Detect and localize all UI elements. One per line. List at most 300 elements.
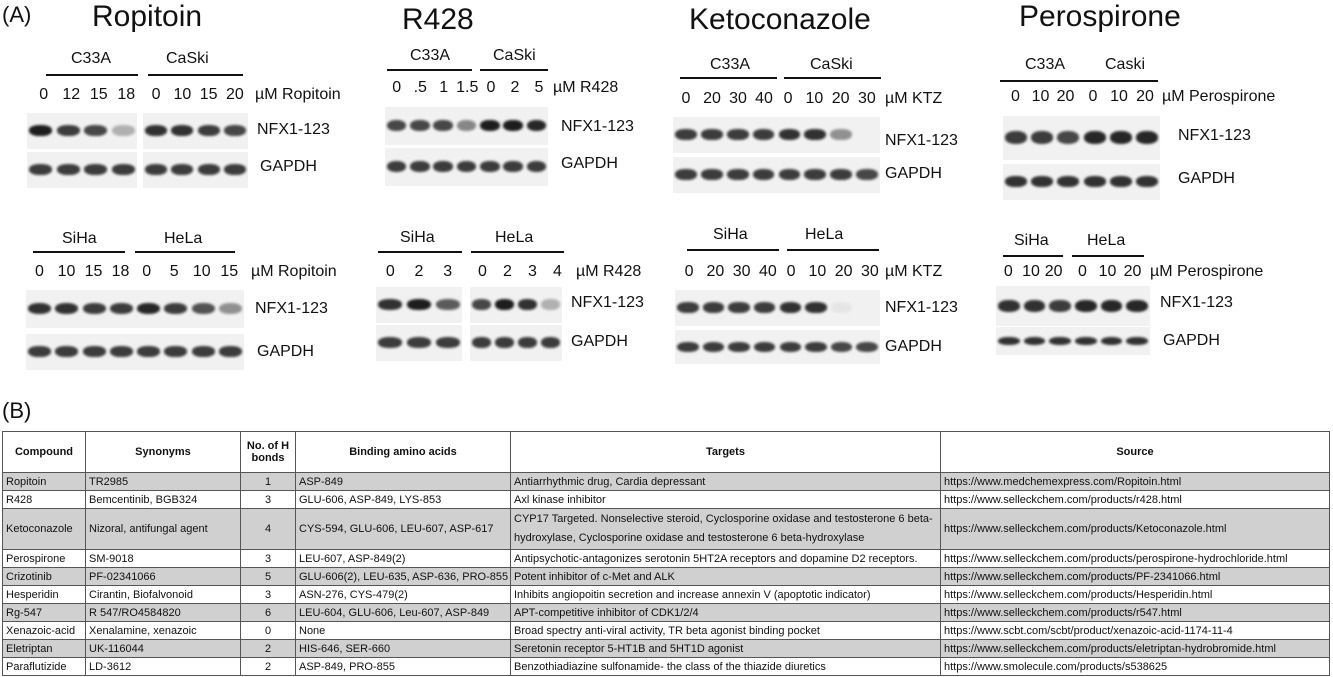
blot-band bbox=[224, 125, 246, 136]
cell-binding: None bbox=[296, 622, 511, 640]
blot-band bbox=[1057, 131, 1079, 144]
cell-line-bar bbox=[680, 77, 777, 79]
dose-label: 20 bbox=[831, 90, 850, 107]
blot-band bbox=[171, 164, 193, 175]
table-row bbox=[3, 586, 1330, 604]
cell-targets: Broad spectry anti-viral activity, TR beta agonist binding pocket bbox=[511, 622, 941, 640]
cell-synonyms: LD-3612 bbox=[86, 658, 241, 676]
compound-table bbox=[2, 431, 1330, 676]
blot-band bbox=[192, 346, 215, 357]
dose-label: 30 bbox=[732, 263, 751, 280]
dose-label: 0 bbox=[142, 263, 152, 280]
cell-compound: Perospirone bbox=[3, 550, 86, 568]
cell-source[interactable]: https://www.smolecule.com/products/s538625 bbox=[941, 658, 1330, 676]
cell-line-bar bbox=[387, 69, 472, 71]
blot-nfx1-hela bbox=[470, 287, 562, 323]
blot-band bbox=[112, 125, 135, 136]
blot-band bbox=[28, 303, 51, 314]
cell-hbonds: 1 bbox=[241, 473, 296, 491]
blot-band bbox=[998, 300, 1020, 312]
label-gapdh: GAPDH bbox=[1163, 332, 1220, 349]
label-gapdh: GAPDH bbox=[257, 343, 314, 360]
cell-source[interactable]: https://www.medchemexpress.com/Ropitoin.html bbox=[941, 473, 1330, 491]
cell-compound: Xenazoic-acid bbox=[3, 622, 86, 640]
blot-gapdh-c33a-caski bbox=[1003, 164, 1160, 200]
blot-band bbox=[1075, 300, 1097, 312]
dose-label: 0 bbox=[684, 263, 694, 280]
panel-b-label: (B) bbox=[2, 398, 32, 423]
cell-line-c33a: C33A bbox=[1025, 56, 1066, 73]
blot-band bbox=[433, 161, 453, 172]
blot-band bbox=[1126, 300, 1148, 312]
dose-label: 20 bbox=[706, 263, 725, 280]
cell-line-bar bbox=[1003, 255, 1063, 257]
cell-source[interactable]: https://www.selleckchem.com/products/Hesperidin.html bbox=[941, 586, 1330, 604]
label-gapdh: GAPDH bbox=[1178, 170, 1235, 187]
blot-band bbox=[472, 299, 491, 310]
blot-band bbox=[541, 299, 560, 310]
cell-line-bar bbox=[687, 249, 779, 251]
cell-line-siha: SiHa bbox=[62, 230, 97, 247]
label-nfx1: NFX1-123 bbox=[571, 294, 644, 311]
dose-label: 3 bbox=[528, 263, 537, 280]
table-row bbox=[3, 473, 1330, 491]
blot-band bbox=[192, 303, 215, 314]
cell-binding: GLU-606, ASP-849, LYS-853 bbox=[296, 491, 511, 509]
blot-band bbox=[701, 129, 723, 140]
dose-label: 0 bbox=[786, 263, 796, 280]
blot-band bbox=[527, 161, 547, 172]
dose-label: 0 bbox=[1003, 263, 1013, 280]
cell-targets: Antipsychotic-antagonizes serotonin 5HT2A receptors and dopamine D2 receptors. bbox=[511, 550, 941, 568]
blot-band bbox=[753, 169, 775, 180]
cell-binding: ASP-849 bbox=[296, 473, 511, 491]
cell-source[interactable]: https://www.selleckchem.com/products/r547.html bbox=[941, 604, 1330, 622]
blot-band bbox=[55, 346, 78, 357]
blot-band bbox=[675, 169, 697, 180]
label-nfx1: NFX1-123 bbox=[257, 121, 330, 138]
blot-band bbox=[145, 164, 167, 175]
blot-band bbox=[703, 342, 725, 352]
cell-line-bar bbox=[1000, 80, 1090, 82]
dose-label: 4 bbox=[553, 263, 562, 280]
cell-source[interactable]: https://www.selleckchem.com/products/perospirone-hydrochloride.html bbox=[941, 550, 1330, 568]
blot-band bbox=[830, 129, 852, 140]
cell-targets: Seretonin receptor 5-HT1B and 5HT1D agonist bbox=[511, 640, 941, 658]
cell-targets: Antiarrhythmic drug, Cardia depressant bbox=[511, 473, 941, 491]
blot-band bbox=[84, 164, 107, 175]
cell-synonyms: SM-9018 bbox=[86, 550, 241, 568]
cell-binding: CYS-594, GLU-606, LEU-607, ASP-617 bbox=[296, 509, 511, 550]
cell-targets: Axl kinase inhibitor bbox=[511, 491, 941, 509]
blot-band bbox=[83, 346, 106, 357]
blot-band bbox=[1084, 131, 1106, 144]
dose-label: 0 bbox=[1088, 88, 1098, 105]
blot-band bbox=[457, 161, 477, 172]
dose-label: 20 bbox=[225, 86, 244, 103]
label-gapdh: GAPDH bbox=[885, 165, 942, 182]
blot-band bbox=[780, 302, 802, 313]
blot-band bbox=[472, 337, 491, 348]
dose-unit: µM Ropitoin bbox=[251, 263, 337, 280]
cell-line-caski: CaSki bbox=[493, 47, 536, 64]
label-nfx1: NFX1-123 bbox=[1160, 294, 1233, 311]
blot-band bbox=[57, 125, 80, 136]
dose-label: 10 bbox=[192, 263, 211, 280]
dose-label: 0 bbox=[478, 263, 487, 280]
cell-binding: ASN-276, CYS-479(2) bbox=[296, 586, 511, 604]
cell-synonyms: Cirantin, Biofalvonoid bbox=[86, 586, 241, 604]
dose-label: 1 bbox=[439, 79, 449, 96]
cell-hbonds: 2 bbox=[241, 640, 296, 658]
dose-unit: µM R428 bbox=[553, 79, 619, 96]
header-compound: Compound bbox=[3, 432, 86, 473]
blot-band bbox=[1126, 337, 1148, 345]
blot-band bbox=[387, 161, 407, 172]
blot-band bbox=[29, 125, 52, 136]
blot-band bbox=[436, 337, 460, 348]
dose-label: 12 bbox=[62, 86, 81, 103]
cell-line-bar bbox=[1088, 80, 1158, 82]
cell-hbonds: 0 bbox=[241, 622, 296, 640]
dose-label: 10 bbox=[1098, 263, 1117, 280]
cell-synonyms: R 547/RO4584820 bbox=[86, 604, 241, 622]
cell-hbonds: 5 bbox=[241, 568, 296, 586]
cell-line-siha: SiHa bbox=[400, 229, 435, 246]
blot-band bbox=[518, 337, 537, 348]
dose-label: 40 bbox=[758, 263, 777, 280]
header-hbonds: No. of H bonds bbox=[241, 432, 296, 473]
blot-band bbox=[433, 120, 453, 131]
blot-band bbox=[219, 346, 242, 357]
blot-band bbox=[1005, 131, 1027, 144]
cell-targets: APT-competitive inhibitor of CDK1/2/4 bbox=[511, 604, 941, 622]
dose-unit: µM KTZ bbox=[885, 90, 943, 107]
blot-band bbox=[1110, 176, 1132, 187]
cell-binding: LEU-604, GLU-606, Leu-607, ASP-849 bbox=[296, 604, 511, 622]
cell-compound: Eletriptan bbox=[3, 640, 86, 658]
blot-band bbox=[727, 129, 749, 140]
table-row bbox=[3, 604, 1330, 622]
blot-nfx1-c33a bbox=[27, 113, 137, 149]
cell-hbonds: 2 bbox=[241, 658, 296, 676]
dose-label: 10 bbox=[805, 90, 824, 107]
cell-line-bar bbox=[33, 251, 125, 253]
label-gapdh: GAPDH bbox=[571, 333, 628, 350]
cell-line-hela: HeLa bbox=[805, 226, 844, 243]
dose-unit: µM Perospirone bbox=[1150, 263, 1264, 280]
blot-band bbox=[503, 120, 523, 131]
title-ropitoin: Ropitoin bbox=[92, 0, 203, 33]
cell-binding: LEU-607, ASP-849(2) bbox=[296, 550, 511, 568]
blot-band bbox=[1049, 300, 1071, 312]
cell-line-bar bbox=[471, 251, 564, 253]
blot-band bbox=[495, 299, 514, 310]
dose-label: 18 bbox=[117, 86, 136, 103]
blot-band bbox=[831, 302, 853, 313]
table-row bbox=[3, 550, 1330, 568]
cell-line-bar bbox=[135, 251, 235, 253]
dose-unit: µM KTZ bbox=[885, 263, 943, 280]
blot-band bbox=[57, 164, 80, 175]
dose-label: 0 bbox=[392, 79, 402, 96]
blot-band bbox=[1049, 337, 1071, 345]
cell-compound: Ketoconazole bbox=[3, 509, 86, 550]
dose-label: 0 bbox=[151, 86, 161, 103]
blot-band bbox=[1005, 176, 1027, 187]
label-gapdh: GAPDH bbox=[561, 155, 618, 172]
cell-line-c33a: C33A bbox=[410, 47, 451, 64]
blot-band bbox=[28, 346, 51, 357]
cell-line-caski: CaSki bbox=[166, 50, 209, 67]
cell-line-caski: Caski bbox=[1105, 56, 1146, 73]
blot-nfx1-c33a-caski bbox=[385, 107, 548, 145]
blot-band bbox=[29, 164, 52, 175]
blot-band bbox=[198, 125, 220, 136]
blot-band bbox=[675, 129, 697, 140]
dose-row-hela bbox=[1070, 263, 1145, 283]
dose-label: 10 bbox=[808, 263, 827, 280]
cell-hbonds: 3 bbox=[241, 491, 296, 509]
blot-gapdh-c33a-caski bbox=[385, 148, 548, 186]
dose-label: 20 bbox=[834, 263, 853, 280]
cell-binding: ASP-849, PRO-855 bbox=[296, 658, 511, 676]
title-ketoconazole: Ketoconazole bbox=[689, 3, 871, 36]
blot-gapdh-hela bbox=[470, 325, 562, 361]
dose-unit: µM Ropitoin bbox=[255, 86, 341, 103]
table-row bbox=[3, 491, 1330, 509]
blot-band bbox=[410, 120, 430, 131]
cell-line-bar bbox=[46, 74, 138, 76]
dose-label: 2 bbox=[503, 263, 512, 280]
dose-label: 10 bbox=[1022, 263, 1040, 280]
blot-band bbox=[55, 303, 78, 314]
cell-synonyms: Bemcentinib, BGB324 bbox=[86, 491, 241, 509]
blot-band bbox=[1084, 176, 1106, 187]
panel-a-label: (A) bbox=[2, 2, 32, 27]
blot-band bbox=[457, 120, 477, 131]
blot-band bbox=[110, 346, 133, 357]
dose-label: 30 bbox=[857, 90, 876, 107]
dose-row-siha bbox=[997, 263, 1065, 283]
table-row bbox=[3, 568, 1330, 586]
cell-compound: Crizotinib bbox=[3, 568, 86, 586]
dose-row-caski bbox=[479, 79, 551, 99]
dose-row-hela bbox=[133, 263, 243, 283]
blot-gapdh-siha-hela bbox=[26, 334, 244, 370]
dose-row-caski bbox=[1080, 88, 1158, 108]
blot-gapdh-siha-hela bbox=[675, 330, 880, 364]
dose-label: 3 bbox=[443, 263, 453, 280]
cell-line-bar bbox=[787, 249, 879, 251]
dose-label: 40 bbox=[755, 90, 773, 107]
blot-band bbox=[137, 303, 160, 314]
dose-label: 15 bbox=[84, 263, 103, 280]
dose-row-hela bbox=[778, 263, 883, 283]
cell-line-siha: SiHa bbox=[713, 226, 748, 243]
blot-band bbox=[856, 342, 878, 352]
blot-band bbox=[480, 161, 500, 172]
dose-row-siha bbox=[676, 263, 781, 283]
dose-label: 15 bbox=[220, 263, 239, 280]
blot-band bbox=[728, 302, 750, 313]
dose-label: 5 bbox=[534, 79, 544, 96]
cell-line-c33a: C33A bbox=[71, 50, 112, 67]
blot-band bbox=[410, 161, 430, 172]
blot-band bbox=[779, 129, 801, 140]
cell-line-hela: HeLa bbox=[164, 230, 203, 247]
blot-band bbox=[805, 302, 827, 313]
blot-band bbox=[495, 337, 514, 348]
label-nfx1: NFX1-123 bbox=[561, 118, 634, 135]
blot-band bbox=[164, 346, 187, 357]
blot-band bbox=[518, 299, 537, 310]
dose-row-c33a bbox=[673, 90, 777, 110]
label-nfx1: NFX1-123 bbox=[885, 299, 958, 316]
cell-compound: R428 bbox=[3, 491, 86, 509]
blot-band bbox=[1136, 131, 1158, 144]
dose-label: 0 bbox=[35, 263, 44, 280]
cell-line-hela: HeLa bbox=[495, 229, 534, 246]
blot-band bbox=[728, 342, 750, 352]
cell-targets: Potent inhibitor of c-Met and ALK bbox=[511, 568, 941, 586]
blot-band bbox=[219, 303, 242, 314]
blot-band bbox=[1136, 176, 1158, 187]
label-gapdh: GAPDH bbox=[885, 338, 942, 355]
blot-band bbox=[541, 337, 560, 348]
cell-synonyms: PF-02341066 bbox=[86, 568, 241, 586]
cell-source[interactable]: https://www.selleckchem.com/products/PF-2341066.html bbox=[941, 568, 1330, 586]
cell-line-bar bbox=[148, 74, 243, 76]
blot-band bbox=[1031, 176, 1053, 187]
dose-label: 0 bbox=[385, 263, 395, 280]
blot-band bbox=[805, 342, 827, 352]
cell-source[interactable]: https://www.scbt.com/scbt/product/xenazoic-acid-1174-11-4 bbox=[941, 622, 1330, 640]
header-targets: Targets bbox=[511, 432, 941, 473]
blot-nfx1-c33a-caski bbox=[673, 117, 880, 153]
blot-band bbox=[677, 302, 699, 313]
dose-label: 10 bbox=[1031, 88, 1050, 105]
dose-row-hela bbox=[470, 263, 570, 283]
cell-compound: Ropitoin bbox=[3, 473, 86, 491]
dose-row-caski bbox=[143, 86, 248, 106]
header-source: Source bbox=[941, 432, 1330, 473]
blot-band bbox=[164, 303, 187, 314]
dose-label: 20 bbox=[1123, 263, 1142, 280]
cell-binding: HIS-646, SER-660 bbox=[296, 640, 511, 658]
cell-source[interactable]: https://www.selleckchem.com/products/r428.html bbox=[941, 491, 1330, 509]
table-header-row bbox=[3, 432, 1330, 473]
table-row bbox=[3, 658, 1330, 676]
dose-label: 20 bbox=[1056, 88, 1075, 105]
blot-band bbox=[137, 346, 160, 357]
dose-label: 5 bbox=[169, 263, 179, 280]
dose-label: 0 bbox=[486, 79, 496, 96]
blot-band bbox=[1101, 300, 1123, 312]
blot-nfx1-caski bbox=[143, 113, 248, 149]
table-row bbox=[3, 622, 1330, 640]
dose-label: 0 bbox=[681, 90, 691, 107]
dose-row-siha bbox=[376, 263, 462, 283]
dose-label: 20 bbox=[1136, 88, 1154, 105]
blot-band bbox=[754, 302, 776, 313]
blot-nfx1-siha bbox=[376, 287, 462, 323]
cell-synonyms: Xenalamine, xenazoic bbox=[86, 622, 241, 640]
dose-label: 20 bbox=[1044, 263, 1063, 280]
dose-label: 0 bbox=[1078, 263, 1087, 280]
blot-band bbox=[171, 125, 193, 136]
blot-band bbox=[1110, 131, 1132, 144]
blot-band bbox=[804, 169, 826, 180]
blot-gapdh-c33a bbox=[27, 152, 137, 188]
header-binding: Binding amino acids bbox=[296, 432, 511, 473]
label-gapdh: GAPDH bbox=[260, 158, 317, 175]
dose-label: 18 bbox=[111, 263, 130, 280]
cell-hbonds: 6 bbox=[241, 604, 296, 622]
blot-band bbox=[83, 303, 106, 314]
blot-band bbox=[754, 342, 776, 352]
cell-line-bar bbox=[1072, 255, 1144, 257]
blot-band bbox=[224, 164, 246, 175]
title-r428: R428 bbox=[402, 3, 474, 36]
dose-label: 15 bbox=[89, 86, 108, 103]
table-row bbox=[3, 509, 1330, 550]
cell-synonyms: TR2985 bbox=[86, 473, 241, 491]
cell-line-bar bbox=[480, 69, 548, 71]
blot-gapdh-siha bbox=[376, 325, 462, 361]
cell-targets: CYP17 Targeted. Nonselective steroid, Cyclosporine oxidase and testosterone 6 beta-hydroxylase, Cyclosporine oxidase and testosterone 6 beta-hydroxylase bbox=[511, 509, 941, 550]
blot-band bbox=[112, 164, 135, 175]
dose-label: .5 bbox=[413, 79, 427, 96]
blot-band bbox=[1024, 300, 1046, 312]
dose-unit: µM Perospirone bbox=[1162, 88, 1276, 105]
blot-band bbox=[779, 169, 801, 180]
dose-label: 30 bbox=[729, 90, 747, 107]
blot-band bbox=[110, 303, 133, 314]
dose-label: 1.5 bbox=[456, 79, 479, 96]
blot-nfx1-siha-hela bbox=[26, 290, 244, 328]
blot-band bbox=[856, 169, 878, 180]
blot-band bbox=[527, 120, 547, 131]
blot-gapdh-caski bbox=[143, 152, 248, 188]
cell-targets: Benzothiadiazine sulfonamide- the class of the thiazide diuretics bbox=[511, 658, 941, 676]
dose-label: 2 bbox=[510, 79, 520, 96]
blot-band bbox=[407, 299, 431, 310]
cell-binding: GLU-606(2), LEU-635, ASP-636, PRO-855 bbox=[296, 568, 511, 586]
cell-source[interactable]: https://www.selleckchem.com/products/Ketoconazole.html bbox=[941, 509, 1330, 550]
blot-band bbox=[804, 129, 826, 140]
blot-band bbox=[436, 299, 460, 310]
cell-compound: Paraflutizide bbox=[3, 658, 86, 676]
blot-band bbox=[677, 342, 699, 352]
cell-line-hela: HeLa bbox=[1087, 232, 1126, 249]
blot-band bbox=[145, 125, 167, 136]
cell-source[interactable]: https://www.selleckchem.com/products/eletriptan-hydrobromide.html bbox=[941, 640, 1330, 658]
blot-band bbox=[378, 299, 402, 310]
dose-label: 30 bbox=[860, 263, 879, 280]
dose-row-c33a bbox=[30, 86, 140, 106]
blot-band bbox=[503, 161, 523, 172]
cell-targets: Inhibits angiopoitin secretion and increase annexin V (apoptotic indicator) bbox=[511, 586, 941, 604]
dose-row-caski bbox=[775, 90, 880, 110]
dose-label: 20 bbox=[703, 90, 721, 107]
blot-nfx1-siha-hela bbox=[996, 286, 1150, 326]
header-synonyms: Synonyms bbox=[86, 432, 241, 473]
blot-band bbox=[727, 169, 749, 180]
dose-label: 0 bbox=[39, 86, 49, 103]
blot-nfx1-c33a-caski bbox=[1003, 116, 1160, 160]
blot-band bbox=[701, 169, 723, 180]
